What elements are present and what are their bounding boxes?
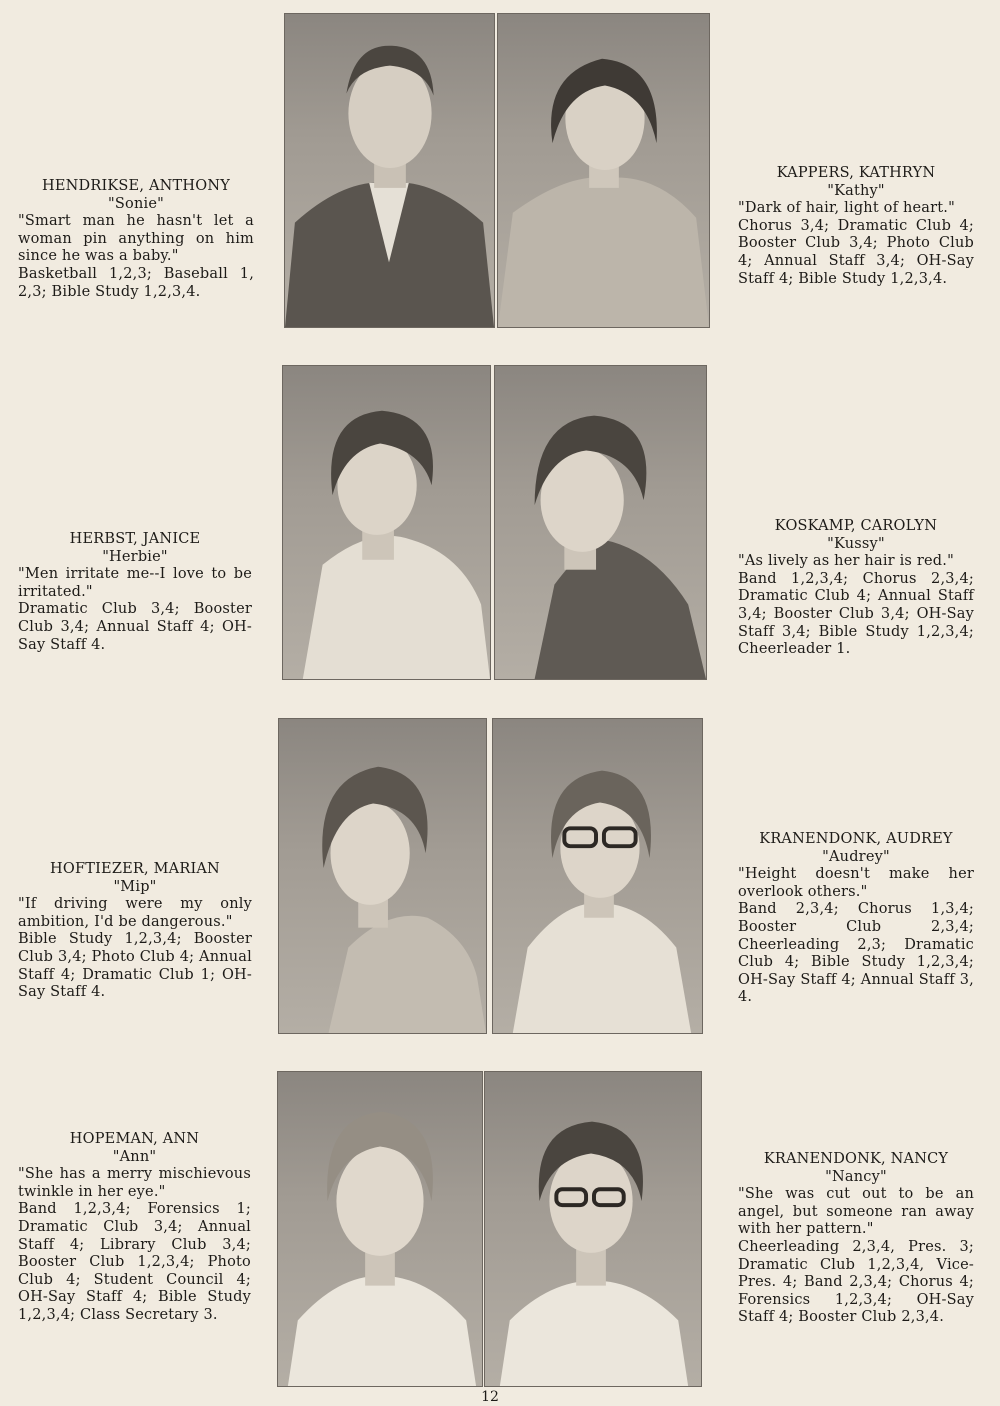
student-bio-kranendonk-audrey	[738, 831, 974, 1007]
student-name: KAPPERS, KATHRYN	[776, 165, 936, 181]
student-nickname: "Kussy"	[827, 535, 885, 552]
student-name: HOFTIEZER, MARIAN	[50, 861, 220, 877]
student-activities: Dramatic Club 3,4; Booster Club 3,4; Annual Staff 4; OH-Say Staff 4.	[18, 601, 252, 653]
portrait-photo-koskamp	[494, 365, 707, 680]
student-bio-koskamp	[738, 518, 974, 659]
student-activities: Cheerleading 2,3,4, Pres. 3; Dramatic Club 1,2,3,4, Vice-Pres. 4; Band 2,3,4; Chorus 4; Forensics 1,2,3,4; OH-Say Staff 4; Booster Club 2,3,4.	[738, 1238, 974, 1326]
student-name: HOPEMAN, ANN	[69, 1131, 200, 1147]
student-activities: Basketball 1,2,3; Baseball 1, 2,3; Bible Study 1,2,3,4.	[18, 265, 254, 300]
student-nickname: "Ann"	[112, 1148, 157, 1165]
student-nickname: "Sonie"	[108, 195, 164, 212]
student-quote: "She was cut out to be an angel, but someone ran away with her pattern."	[738, 1186, 974, 1238]
student-quote: "Dark of hair, light of heart."	[738, 200, 955, 217]
page-number: 12	[481, 1389, 499, 1405]
student-name: HENDRIKSE, ANTHONY	[42, 178, 230, 194]
student-activities: Band 1,2,3,4; Chorus 2,3,4; Dramatic Club 4; Annual Staff 3,4; Booster Club 3,4; OH-Say Staff 3,4; Bible Study 1,2,3,4; Cheerleader 1.	[738, 570, 974, 658]
student-bio-hopeman	[18, 1131, 251, 1325]
student-quote: "As lively as her hair is red."	[738, 553, 954, 570]
student-nickname: "Kathy"	[827, 182, 885, 199]
student-name: HERBST, JANICE	[69, 531, 201, 547]
student-bio-hoftiezer	[18, 861, 252, 1002]
student-nickname: "Mip"	[113, 878, 157, 895]
student-name: KOSKAMP, CAROLYN	[774, 518, 938, 534]
student-bio-kranendonk-nancy	[738, 1151, 974, 1327]
student-activities: Band 1,2,3,4; Forensics 1; Dramatic Club 3,4; Annual Staff 4; Library Club 3,4; Booster Club 1,2,3,4; Photo Club 4; Student Council 4; OH-Say Staff 4; Bible Study 1,2,3,4; Class Secretary 3.	[18, 1201, 251, 1323]
portrait-photo-kranendonk-audrey	[492, 718, 703, 1034]
student-activities: Band 2,3,4; Chorus 1,3,4; Booster Club 2,3,4; Cheerleading 2,3; Dramatic Club 4; Bible Study 1,2,3,4; OH-Say Staff 4; Annual Staff 3, 4.	[738, 901, 974, 1006]
student-bio-hendrikse	[18, 178, 254, 301]
student-bio-kappers	[738, 165, 974, 288]
student-quote: "She has a merry mischievous twinkle in her eye."	[18, 1166, 251, 1200]
portrait-photo-kranendonk-nancy	[484, 1071, 702, 1387]
student-activities: Bible Study 1,2,3,4; Booster Club 3,4; Photo Club 4; Annual Staff 4; Dramatic Club 1; OH-Say Staff 4.	[18, 931, 252, 1001]
student-nickname: "Herbie"	[102, 548, 168, 565]
student-name: KRANENDONK, NANCY	[763, 1151, 949, 1167]
student-bio-herbst	[18, 531, 252, 654]
portrait-photo-hendrikse	[284, 13, 495, 328]
portrait-photo-herbst	[282, 365, 491, 680]
student-activities: Chorus 3,4; Dramatic Club 4; Booster Club 3,4; Photo Club 4; Annual Staff 3,4; OH-Say Staff 4; Bible Study 1,2,3,4.	[738, 217, 974, 287]
student-quote: "Height doesn't make her overlook others."	[738, 866, 974, 900]
student-quote: "Men irritate me--I love to be irritated."	[18, 566, 252, 600]
portrait-photo-hopeman	[277, 1071, 483, 1387]
student-name: KRANENDONK, AUDREY	[759, 831, 953, 847]
student-nickname: "Audrey"	[822, 848, 890, 865]
student-quote: "Smart man he hasn't let a woman pin anything on him since he was a baby."	[18, 213, 254, 265]
student-quote: "If driving were my only ambition, I'd be dangerous."	[18, 896, 252, 930]
student-nickname: "Nancy"	[825, 1168, 887, 1185]
portrait-photo-kappers	[497, 13, 710, 328]
portrait-photo-hoftiezer	[278, 718, 487, 1034]
